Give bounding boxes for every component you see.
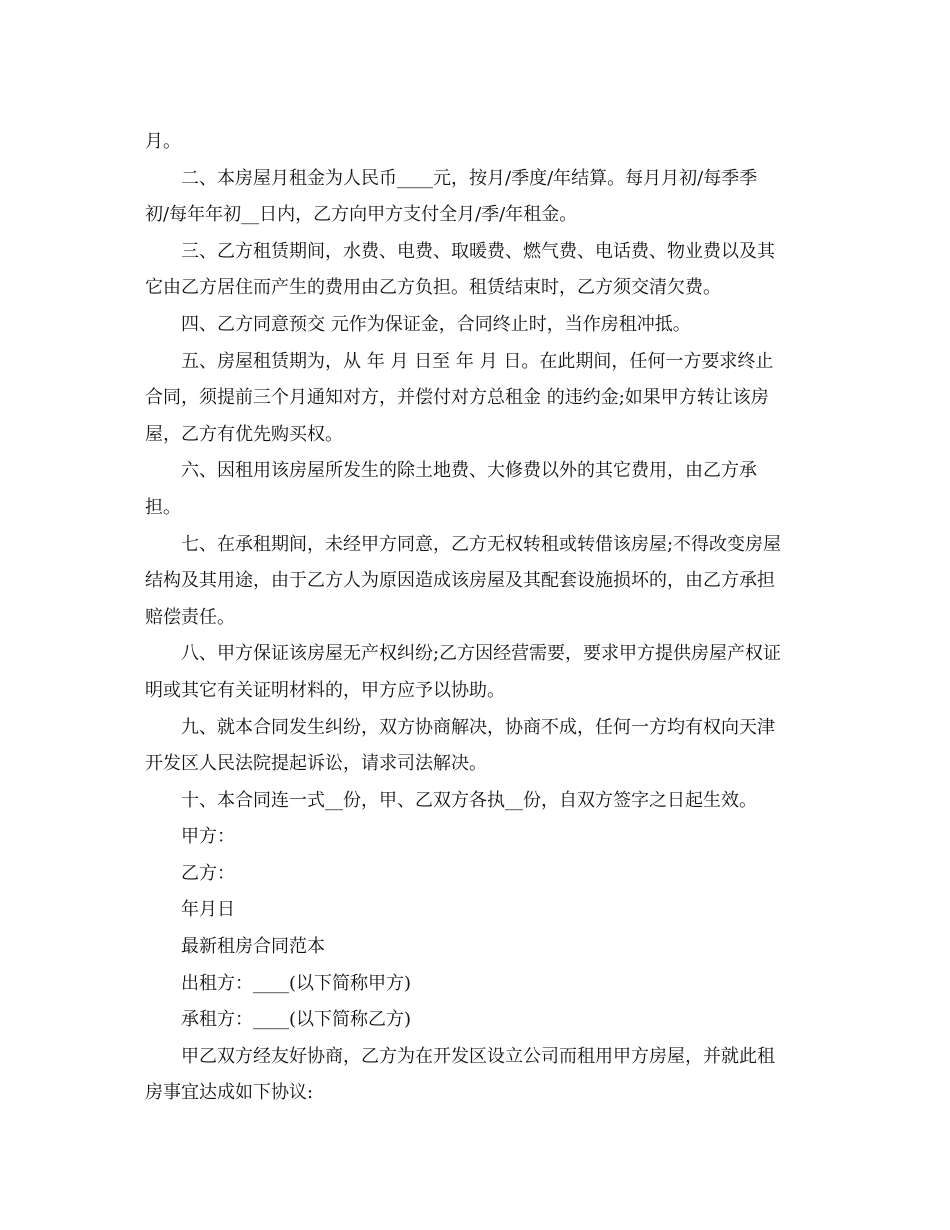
preamble-line: 甲乙双方经友好协商，乙方为在开发区设立公司而租用甲方房屋，并就此租 bbox=[181, 1045, 775, 1067]
preamble-line: 房事宜达成如下协议: bbox=[145, 1082, 314, 1104]
clause-7-line: 七、在承租期间，未经甲方同意，乙方无权转租或转借该房屋;不得改变房屋 bbox=[181, 533, 782, 555]
clause-4-line: 四、乙方同意预交 元作为保证金，合同终止时，当作房租冲抵。 bbox=[181, 313, 691, 335]
party-a-signature: 甲方： bbox=[181, 826, 235, 848]
clause-10-line: 十、本合同连一式__份，甲、乙双方各执__份，自双方签字之日起生效。 bbox=[181, 789, 757, 811]
signing-date: 年月日 bbox=[181, 899, 235, 921]
clause-5-line: 合同，须提前三个月通知对方，并偿付对方总租金 的违约金;如果甲方转让该房 bbox=[145, 387, 769, 409]
document-page bbox=[145, 124, 810, 1112]
clause-9-line: 九、就本合同发生纠纷，双方协商解决，协商不成，任何一方均有权向天津 bbox=[181, 716, 775, 738]
clause-2-line: 二、本房屋月租金为人民币____元，按月/季度/年结算。每月月初/每季季 bbox=[181, 167, 758, 189]
clause-2-line: 初/每年年初__日内，乙方向甲方支付全月/季/年租金。 bbox=[145, 204, 578, 226]
clause-8-line: 明或其它有关证明材料的，甲方应予以协助。 bbox=[145, 679, 505, 701]
clause-3-line: 三、乙方租赁期间，水费、电费、取暖费、燃气费、电话费、物业费以及其 bbox=[181, 240, 775, 262]
clause-6-line: 六、因租用该房屋所发生的除土地费、大修费以外的其它费用，由乙方承 bbox=[181, 460, 757, 482]
clause-6-line: 担。 bbox=[145, 496, 181, 518]
lessee-line: 承租方：____(以下简称乙方) bbox=[181, 1009, 412, 1031]
section-title: 最新租房合同范本 bbox=[181, 936, 325, 958]
clause-7-line: 结构及其用途，由于乙方人为原因造成该房屋及其配套设施损坏的，由乙方承担 bbox=[145, 570, 775, 592]
lessor-line: 出租方：____(以下简称甲方) bbox=[181, 972, 412, 994]
clause-5-line: 五、房屋租赁期为，从 年 月 日至 年 月 日。在此期间，任何一方要求终止 bbox=[181, 350, 774, 372]
clause-3-line: 它由乙方居住而产生的费用由乙方负担。租赁结束时，乙方须交清欠费。 bbox=[145, 277, 721, 299]
clause-7-line: 赔偿责任。 bbox=[145, 606, 235, 628]
clause-8-line: 八、甲方保证该房屋无产权纠纷;乙方因经营需要，要求甲方提供房屋产权证 bbox=[181, 643, 782, 665]
clause-5-line: 屋，乙方有优先购买权。 bbox=[145, 423, 343, 445]
text-line: 月。 bbox=[145, 131, 181, 152]
clause-9-line: 开发区人民法院提起诉讼，请求司法解决。 bbox=[145, 753, 487, 775]
party-b-signature: 乙方： bbox=[181, 862, 235, 884]
